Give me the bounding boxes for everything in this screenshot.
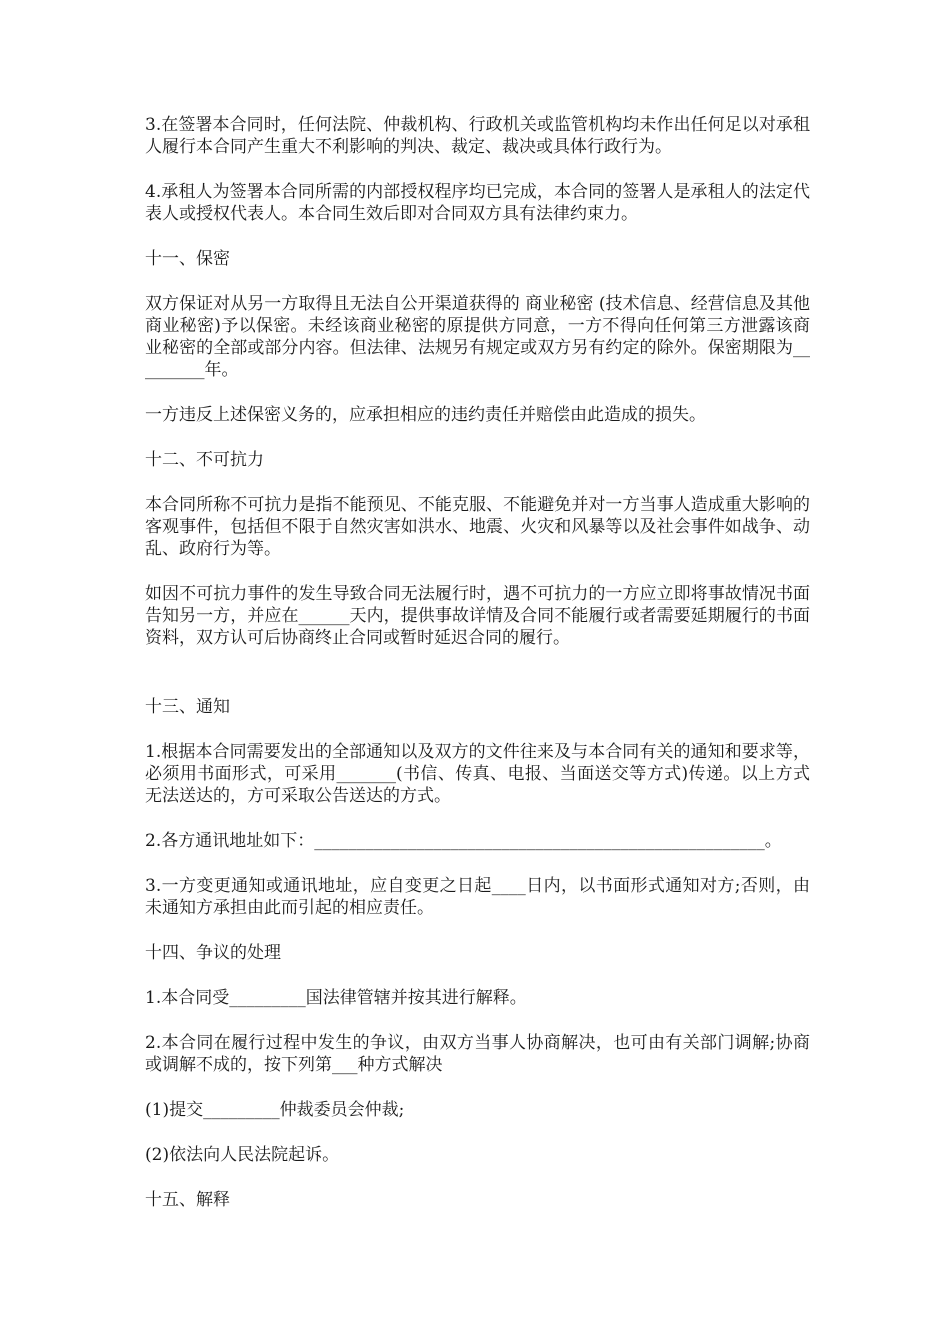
section-heading-notice: 十三、通知 [145,697,230,717]
dispute-clause-1-governing-law: 1.本合同受_________国法律管辖并按其进行解释。 [145,988,527,1008]
force-majeure-procedure: 如因不可抗力事件的发生导致合同无法履行时，遇不可抗力的一方应立即将事故情况书面告知另一方，并应在______天内，提供事故详情及合同不能履行或者需要延期履行的书面资料，双方认可后协商终止合同或暂时延迟合同的履行。 [145,584,810,648]
dispute-option-arbitration: (1)提交_________仲裁委员会仲裁; [145,1100,405,1120]
section-heading-force-majeure: 十二、不可抗力 [145,450,264,470]
clause-4-authorization-text: 4.承租人为签署本合同所需的内部授权程序均已完成，本合同的签署人是承租人的法定代表人或授权代表人。本合同生效后即对合同双方具有法律约束力。 [145,182,810,224]
section-heading-confidentiality: 十一、保密 [145,249,230,269]
section-heading-dispute: 十四、争议的处理 [145,943,281,963]
notice-clause-2-address: 2.各方通讯地址如下：_____________________________________________________。 [145,831,782,851]
clause-3-warranty-text: 3.在签署本合同时，任何法院、仲裁机构、行政机关或监管机构均未作出任何足以对承租人履行本合同产生重大不利影响的判决、裁定、裁决或具体行政行为。 [145,115,810,157]
dispute-option-court: (2)依法向人民法院起诉。 [145,1145,340,1165]
force-majeure-definition: 本合同所称不可抗力是指不能预见、不能克服、不能避免并对一方当事人造成重大影响的客观事件，包括但不限于自然灾害如洪水、地震、火灾和风暴等以及社会事件如战争、动乱、政府行为等。 [145,495,810,559]
dispute-clause-2-resolution: 2.本合同在履行过程中发生的争议，由双方当事人协商解决，也可由有关部门调解;协商或调解不成的，按下列第___种方式解决 [145,1033,810,1075]
document-page [145,114,810,1234]
section-heading-interpretation: 十五、解释 [145,1190,230,1210]
notice-clause-1: 1.根据本合同需要发出的全部通知以及双方的文件往来及与本合同有关的通知和要求等，必须用书面形式，可采用_______(书信、传真、电报、当面送交等方式)传递。以上方式无法送达的，方可采取公告送达的方式。 [145,742,810,806]
confidentiality-paragraph: 双方保证对从另一方取得且无法自公开渠道获得的 商业秘密 (技术信息、经营信息及其他商业秘密)予以保密。未经该商业秘密的原提供方同意，一方不得向任何第三方泄露该商业秘密的全部或部分内容。但法律、法规另有规定或双方另有约定的除外。保密期限为_________年。 [145,294,810,380]
confidentiality-breach-paragraph: 一方违反上述保密义务的，应承担相应的违约责任并赔偿由此造成的损失。 [145,405,706,425]
notice-clause-3-change: 3.一方变更通知或通讯地址，应自变更之日起____日内，以书面形式通知对方;否则，由未通知方承担由此而引起的相应责任。 [145,876,810,918]
